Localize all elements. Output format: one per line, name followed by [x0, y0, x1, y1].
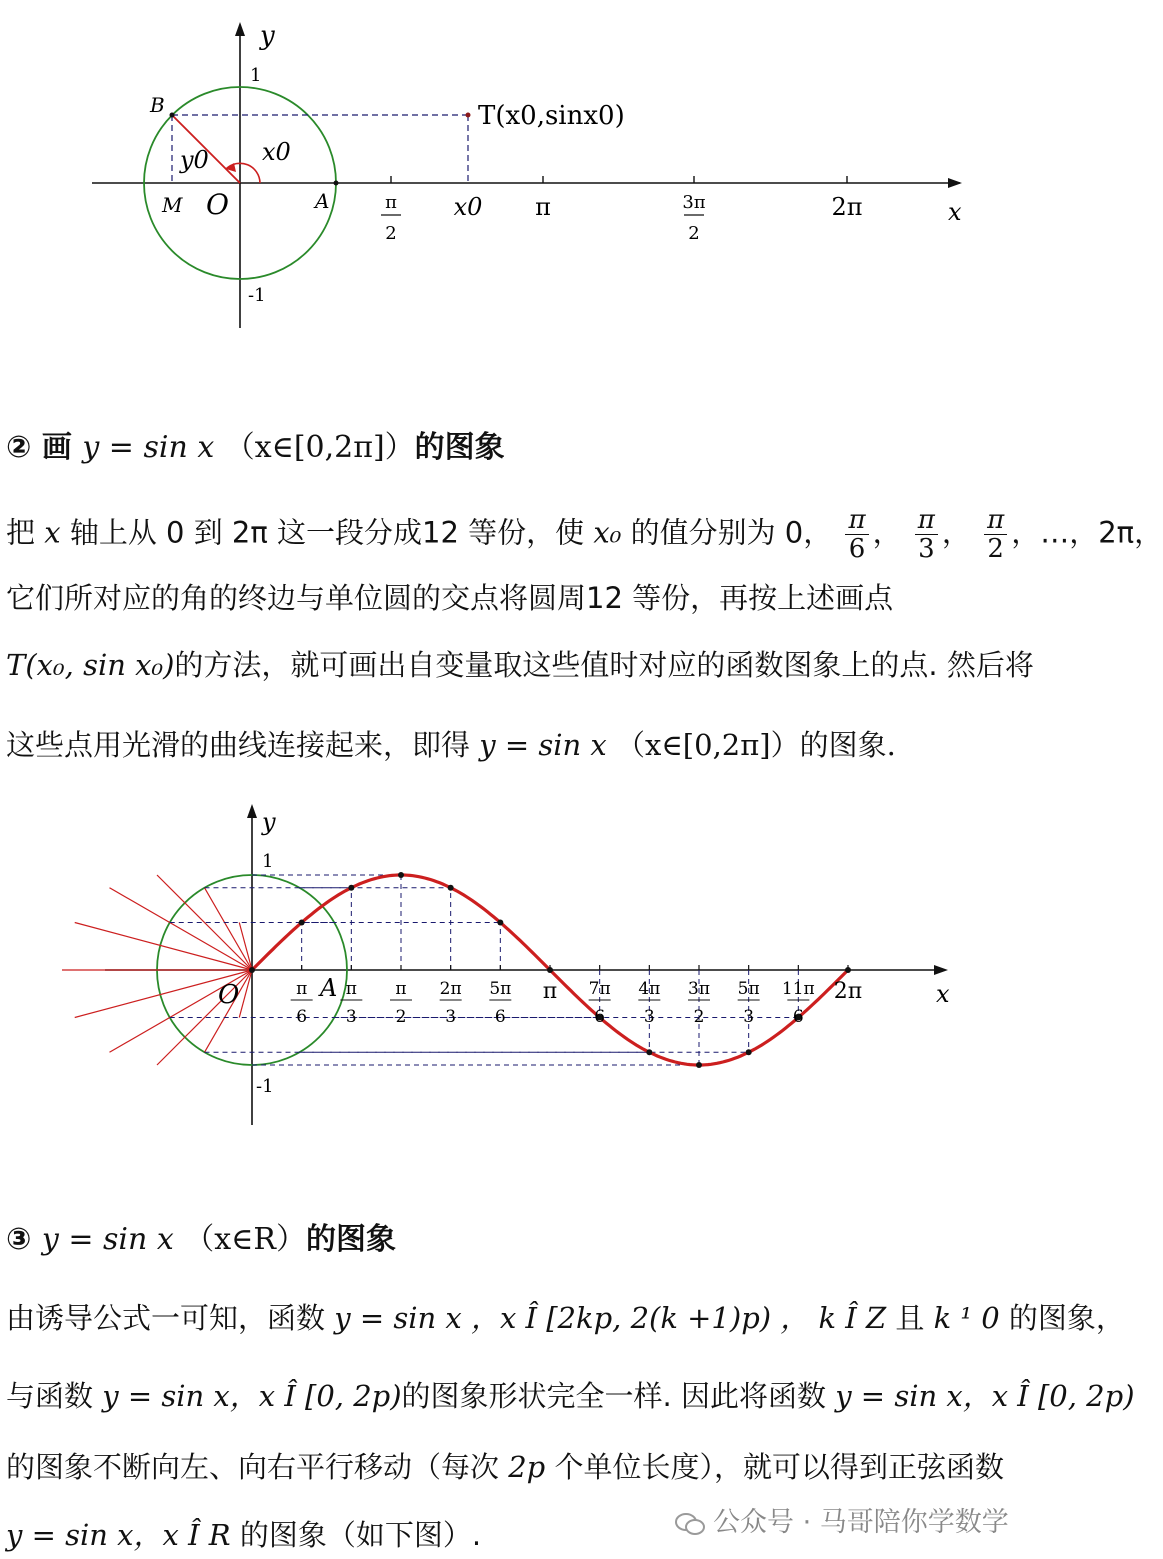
s3l2-b: 的图象形状完全一样. 因此将函数	[401, 1379, 826, 1413]
fig2-tick-label-den: 6	[494, 1007, 506, 1027]
section3-heading-suffix: 的图象	[305, 1222, 396, 1257]
section3-heading-prefix: ③	[6, 1222, 32, 1257]
fig2-tick-label: π	[296, 979, 308, 999]
wechat-icon	[675, 1513, 705, 1535]
section2-line1: 把 x 轴上从 0 到 2π 这一段分成12 等份，使 x₀ 的值分别为 0， $\frac{\pi}{6}$ ， $\frac{\pi}{3}$ ， $\frac{\pi}{2}$ ，…，2π，	[6, 505, 1163, 564]
fig2-tick-label: π	[395, 979, 407, 999]
fig2-radius	[75, 923, 252, 971]
s2l1-d: ，…，2π，	[1011, 515, 1163, 550]
fig2-tick-label: 5π	[489, 979, 512, 999]
section3-heading-domain: （x∈R）	[184, 1222, 306, 1257]
fraction-pi-2: $\frac{\pi}{2}$	[984, 506, 1007, 563]
fig2-tick-label-den: 6	[296, 1007, 308, 1027]
s3l2-a: 与函数	[6, 1379, 94, 1413]
s2l1-a: 把	[6, 515, 36, 550]
s3l3-m: 2p	[508, 1450, 546, 1484]
y-one-label: 1	[250, 65, 262, 86]
label-O: O	[206, 188, 229, 221]
section2-heading-suffix: 的图象	[414, 430, 505, 465]
fig2-data-point	[696, 1062, 702, 1068]
fig2-y-neg-one: -1	[256, 1076, 274, 1097]
fig2-y-one: 1	[262, 851, 274, 872]
fig2-tick-label: 5π	[737, 979, 760, 999]
section2-heading-prefix: ② 画	[6, 430, 72, 465]
s2l3-math: T(x₀, sin x₀)	[6, 648, 175, 682]
fig1-tick-label: π	[385, 192, 397, 213]
fig1-tick-label: 2π	[831, 193, 863, 221]
fig2-tick-label-den: 3	[345, 1007, 357, 1027]
sine-graph-figure	[0, 790, 1080, 1140]
fig2-tick-label-den: 2	[395, 1007, 407, 1027]
point-A	[334, 181, 339, 186]
s3l4-m2: ，x Î R	[133, 1518, 231, 1552]
fig2-tick-label: 7π	[588, 979, 611, 999]
s2l1-x: x	[44, 515, 61, 550]
fig2-tick-label: 2π	[833, 979, 863, 1004]
fig2-x-axis-label: x	[936, 980, 950, 1008]
s3l1-m3: k Î Z	[818, 1301, 887, 1335]
y-axis-arrow	[235, 22, 245, 36]
fig2-x-arrow	[934, 965, 948, 975]
s2l1-c: 的值分别为 0，	[630, 515, 833, 550]
fraction-pi-3: $\frac{\pi}{3}$	[915, 506, 938, 563]
fig2-tick-label: 3π	[688, 979, 711, 999]
section2-line3	[6, 645, 1034, 685]
s3l1-b: 且	[895, 1301, 925, 1335]
point-T	[466, 113, 471, 118]
fig1-tick-label: π	[535, 193, 551, 221]
fig2-tick-label: π	[345, 979, 357, 999]
s3l1-m4: k ¹ 0	[933, 1301, 1000, 1335]
s3l2-m3: y = sin x	[835, 1379, 963, 1413]
unit-circle-figure	[0, 0, 1080, 340]
fig2-data-point	[398, 872, 404, 878]
s2l3-text: 的方法，就可画出自变量取这些值时对应的函数图象上的点. 然后将	[174, 648, 1034, 682]
fig2-data-point	[299, 920, 305, 926]
s3l1-a: 由诱导公式一可知，函数	[6, 1301, 326, 1335]
section3-line3	[6, 1447, 1004, 1487]
section3-heading	[6, 1220, 396, 1260]
fig2-data-point	[646, 1049, 652, 1055]
fig2-data-point	[746, 1049, 752, 1055]
s2l4-text: 这些点用光滑的曲线连接起来，即得	[6, 728, 471, 762]
fig2-tick-label-den: 6	[594, 1007, 606, 1027]
label-x0: x0	[262, 138, 291, 166]
fig2-tick-label-den: 3	[445, 1007, 457, 1027]
fig2-y-arrow	[247, 804, 257, 818]
s3l1-c: 的图象，	[1008, 1301, 1125, 1335]
fig1-tick-label: x0	[453, 193, 483, 221]
s3l1-m2: ，x Î [2kp, 2(k +1)p) ，	[470, 1301, 810, 1335]
label-T: T(x0,sinx0)	[478, 101, 625, 131]
section3-line2	[6, 1376, 1135, 1416]
fig2-tick-label: 11π	[781, 979, 815, 999]
fig1-tick-label-den: 2	[385, 223, 397, 244]
section3-line1	[6, 1298, 1125, 1338]
fig2-tick-label-den: 3	[643, 1007, 655, 1027]
s3l3-b: 个单位长度），就可以得到正弦函数	[554, 1450, 1004, 1484]
x-axis-arrow	[948, 178, 962, 188]
fig2-label-A: A	[320, 974, 338, 1002]
fig2-tick-label-den: 6	[792, 1007, 804, 1027]
y-axis-label: y	[260, 21, 275, 51]
fraction-pi-6: $\frac{\pi}{6}$	[845, 506, 868, 563]
section2-heading	[6, 428, 505, 468]
s3l4-b: 的图象（如下图）.	[239, 1518, 482, 1552]
section2-line2: 它们所对应的角的终边与单位圆的交点将圆周12 等份，再按上述画点	[6, 581, 894, 615]
fig2-label-O: O	[218, 980, 240, 1010]
section2-line4	[6, 725, 896, 765]
s2l4-domain: （x∈[0,2π]）的图象.	[615, 728, 896, 762]
label-B: B	[150, 93, 165, 117]
label-M: M	[162, 193, 183, 217]
x-axis-label: x	[948, 198, 962, 226]
watermark	[675, 1500, 1009, 1539]
label-y0: y0	[180, 146, 209, 174]
section3-heading-math: y = sin x	[41, 1222, 174, 1257]
section2-heading-domain: （x∈[0,2π]）	[224, 430, 415, 465]
s2l1-b: 轴上从 0 到 2π 这一段分成12 等份，使	[69, 515, 585, 550]
fig2-tick-label: π	[542, 979, 558, 1004]
fig2-data-point	[448, 885, 454, 891]
fig1-tick-label: 3π	[682, 192, 706, 213]
fig1-tick-labels	[381, 192, 863, 244]
fig2-tick-label-den: 3	[743, 1007, 755, 1027]
s3l2-m1: y = sin x	[102, 1379, 230, 1413]
s3l1-m1: y = sin x	[334, 1301, 462, 1335]
y-neg-one-label: -1	[248, 285, 266, 306]
s3l4-m1: y = sin x	[6, 1518, 134, 1552]
fig2-data-point	[348, 885, 354, 891]
section3-line4	[6, 1515, 481, 1555]
fig1-tick-label-den: 2	[688, 223, 700, 244]
fig2-tick-label-den: 2	[693, 1007, 705, 1027]
fig2-data-point	[249, 967, 255, 973]
section2-heading-math: y = sin x	[82, 430, 215, 465]
label-A: A	[315, 189, 330, 213]
point-B	[170, 113, 175, 118]
s3l2-m2: ，x Î [0, 2p)	[229, 1379, 402, 1413]
s2l4-math: y = sin x	[479, 728, 607, 762]
s3l3-a: 的图象不断向左、向右平行移动（每次	[6, 1450, 500, 1484]
fig2-y-axis-label: y	[262, 808, 276, 836]
watermark-text: 公众号 · 马哥陪你学数学	[713, 1507, 1009, 1538]
fig2-data-point	[497, 920, 503, 926]
s2l1-x0: x₀	[593, 515, 622, 550]
s3l2-m4: ，x Î [0, 2p)	[962, 1379, 1135, 1413]
fig2-tick-label: 2π	[439, 979, 462, 999]
fig2-tick-label: 4π	[638, 979, 661, 999]
fig2-radius	[110, 888, 253, 970]
